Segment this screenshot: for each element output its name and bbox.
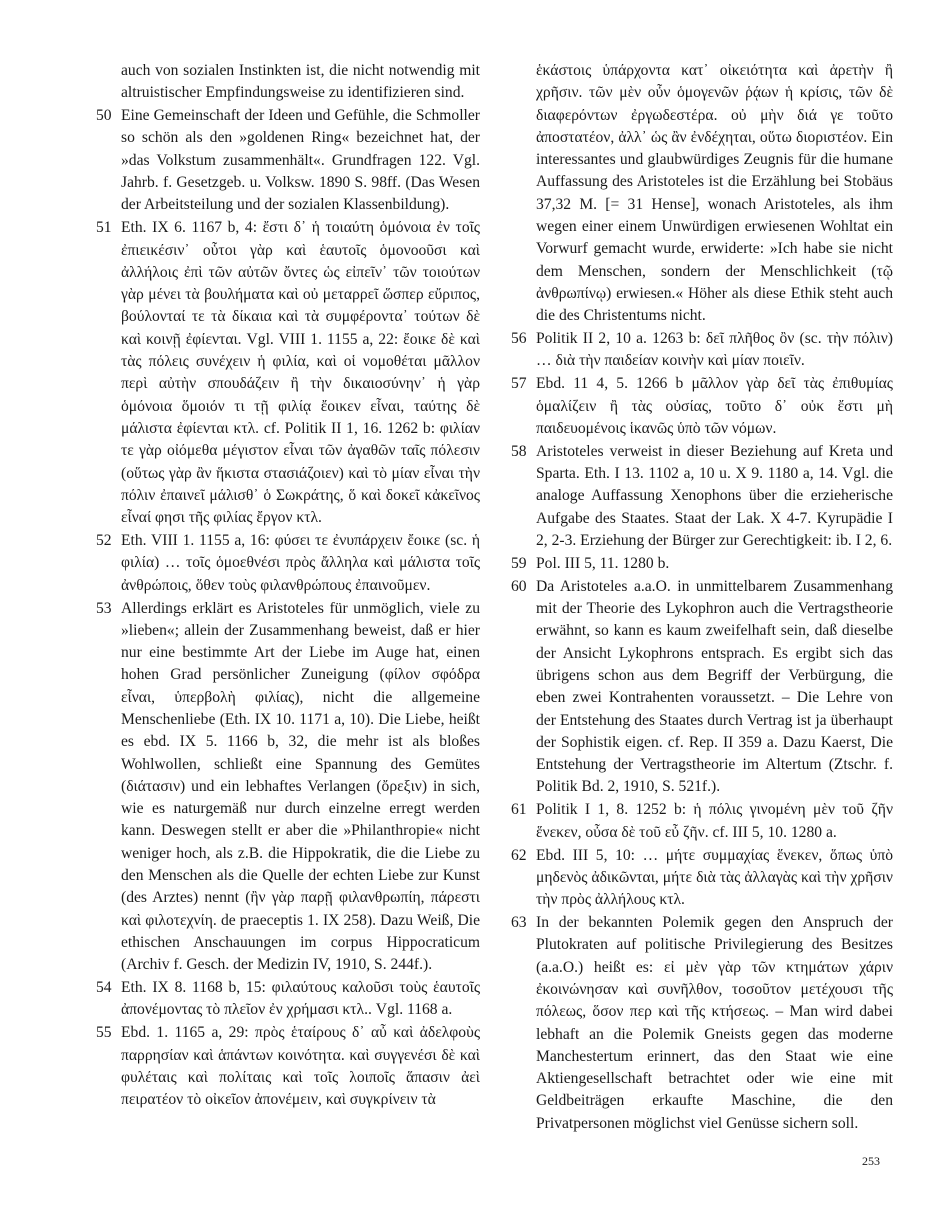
left-column [96, 60, 480, 1112]
footnote-text: Ebd. III 5, 10: … μήτε συμμαχίας ἕνεκεν, ὅπως ὑπὸ μηδενὸς ἀδικῶνται, μήτε διὰ τὰς ἀλλαγὰς καὶ τὴν χρῆσιν τὴν πρὸς ἀλλήλους κτλ. [536, 846, 893, 909]
footnote-continuation [511, 60, 893, 328]
footnote-text: In der bekannten Polemik gegen den Anspruch der Plutokraten auf politische Privilegierung des Besitzes (a.a.O.) heißt es: εἰ μὲν γὰρ τῶν κτημάτων χάριν ἐκοινώνησαν καὶ συνῆλθον, τοσοῦτον μετέχουσι τῆς πόλεως, ὅσον περ καὶ τῆς κτήσεως. – Man wird dabei lebhaft an die Polemik Gneists gegen das moderne Manchestertum erinnert, das den Staat wie eine Aktiengesellschaft betrachtet oder wie eine mit Geldbeiträgen erkaufte Maschine, die den Privatpersonen möglichst viel Genüsse sichern soll. [536, 914, 893, 1132]
footnote-62 [511, 845, 893, 912]
footnote-number: 63 [511, 914, 527, 932]
footnote-text: Eth. IX 8. 1168 b, 15: φιλαύτους καλοῦσι τοὺς ἑαυτοῖς ἀπονέμοντας τὸ πλεῖον ἐν χρήμασι κτλ.. Vgl. 1168 a. [121, 979, 480, 1019]
footnote-text: auch von sozialen Instinkten ist, die nicht notwendig mit altruistischer Empfindungsweise zu identifizieren sind. [121, 62, 480, 102]
footnote-number: 58 [511, 442, 527, 460]
footnote-text: Pol. III 5, 11. 1280 b. [536, 554, 670, 572]
footnote-61 [511, 799, 893, 844]
footnote-number: 61 [511, 801, 527, 819]
footnote-56 [511, 328, 893, 373]
footnote-53 [96, 598, 480, 977]
footnote-60 [511, 576, 893, 799]
footnote-number: 52 [96, 532, 112, 550]
footnote-text: Aristoteles verweist in dieser Beziehung auf Kreta und Sparta. Eth. I 13. 1102 a, 10 u. X 9. 1180 a, 14. Vgl. die analoge Auffassung Xenophons über die erzieherische Aufgabe des Staates. Staat der Lak. X 4-7. Kyrupädie I 2, 2-3. Erziehung der Bürger zur Gerechtigkeit: ib. I 2, 6. [536, 442, 893, 550]
footnote-text: Allerdings erklärt es Aristoteles für unmöglich, viele zu »lieben«; allein der Zusammenhang beweist, daß er hier nur eine bestimmte Art der Liebe im Auge hat, einen hohen Grad persönlicher Zuneigung (φίλον σφόδρα εἶναι, ὑπερβολὴ φιλίας), nicht die allgemeine Menschenliebe (Eth. IX 10. 1171 a, 10). Die Liebe, heißt es ebd. IX 5. 1166 b, 32, die mehr ist als bloßes Wohlwollen, schließt eine Spannung des Gemütes (διάτασιν) und ein lebhaftes Verlangen (ὄρεξιν) in sich, wie es naturgemäß nur durch einzelne erregt werden kann. Deswegen stellt er aber die »Philanthropie« nicht weniger hoch, als z.B. die Hippokratik, die die Liebe zu den Menschen als die Quelle der echten Liebe zur Kunst (des Arztes) nennt (ἢν γὰρ παρῇ φιλανθρωπίη, πάρεστι καὶ φιλοτεχνίη. de praeceptis 1. IX 258). Dazu Weiß, Die ethischen Anschauungen im corpus Hippocraticum (Archiv f. Gesch. der Medizin IV, 1910, S. 244f.). [121, 599, 480, 974]
footnote-50 [96, 105, 480, 216]
footnote-number: 60 [511, 577, 527, 595]
footnote-number: 59 [511, 554, 527, 572]
right-column [511, 60, 893, 1136]
footnote-number: 55 [96, 1024, 112, 1042]
footnote-text: Da Aristoteles a.a.O. in unmittelbarem Zusammenhang mit der Theorie des Lykophron auch die Vertragstheorie erwähnt, so kann es kaum zweifelhaft sein, daß dieselbe der Ansicht Lykophrons entsprach. Es ergibt sich das übrigens schon aus dem Begriff der Verbürgung, die eben zwei Kontrahenten voraussetzt. – Die Lehre von der Entstehung des Staates durch Vertrag ist ja überhaupt der Sophistik eigen. cf. Rep. II 359 a. Dazu Kaerst, Die Entstehung der Vertragstheorie im Altertum (Ztschr. f. Politik Bd. 2, 1910, S. 521f.). [536, 577, 893, 796]
footnote-text: Ebd. 11 4, 5. 1266 b μᾶλλον γὰρ δεῖ τὰς ἐπιθυμίας ὁμαλίζειν ἢ τὰς οὐσίας, τοῦτο δ᾽ οὐκ ἔστι μὴ παιδευομένοις ἱκανῶς ὑπὸ τῶν νόμων. [536, 375, 893, 437]
footnote-number: 57 [511, 375, 527, 393]
footnote-63 [511, 912, 893, 1135]
footnote-text: Ebd. 1. 1165 a, 29: πρὸς ἑταίρους δ᾽ αὖ καὶ ἀδελφοὺς παρρησίαν καὶ ἁπάντων κοινότητα. καὶ συγγενέσι δὲ καὶ φυλέταις καὶ πολίταις καὶ τοῖς λοιποῖς ἅπασιν ἀεὶ πειρατέον τὸ οἰκεῖον ἀπονέμειν, καὶ συγκρίνειν τὰ [121, 1024, 480, 1109]
footnote-number: 53 [96, 599, 112, 617]
footnote-number: 50 [96, 107, 112, 125]
footnote-text: Politik I 1, 8. 1252 b: ἡ πόλις γινομένη μὲν τοῦ ζῆν ἕνεκεν, οὖσα δὲ τοῦ εὖ ζῆν. cf. III 5, 10. 1280 a. [536, 801, 893, 841]
footnote-continuation [96, 60, 480, 105]
footnote-number: 56 [511, 330, 527, 348]
footnote-51 [96, 217, 480, 529]
footnote-55 [96, 1022, 480, 1111]
footnote-text: ἑκάστοις ὑπάρχοντα κατ᾽ οἰκειότητα καὶ ἀρετὴν ἢ χρῆσιν. τῶν μὲν οὖν ὁμογενῶν ῥᾴων ἡ κρίσις, τῶν δὲ διαφερόντων ἐργωδεστέρα. οὐ μὴν διά γε τοῦτο ἀποστατέον, ἀλλ᾽ ὡς ἂν ἐνδέχηται, οὕτω διοριστέον. Ein interessantes und glaubwürdiges Zeugnis für die humane Auffassung des Aristoteles ist die Erzählung bei Stobäus 37,32 M. [= 31 Hense], wonach Aristoteles, als ihm wegen einer einem Unwürdigen erwiesenen Wohltat ein Vorwurf gemacht wurde, erwiderte: »Ich habe sie nicht dem Menschen, sondern der Menschlichkeit (τῷ ἀνθρωπίνῳ) erwiesen.« Höher als diese Ethik steht auch die des Christentums nicht. [536, 62, 893, 325]
footnote-number: 54 [96, 979, 112, 997]
footnote-text: Eine Gemeinschaft der Ideen und Gefühle, die Schmoller so schön als den »goldenen Ring« bezeichnet hat, der »das Volkstum zusammenhält«. Grundfragen 122. Vgl. Jahrb. f. Gesetzgeb. u. Volksw. 1890 S. 98ff. (Das Wesen der Arbeitsteilung und der sozialen Klassenbildung). [121, 107, 480, 214]
footnote-59 [511, 553, 893, 575]
footnote-52 [96, 530, 480, 597]
footnote-text: Eth. VIII 1. 1155 a, 16: φύσει τε ἐνυπάρχειν ἔοικε (sc. ἡ φιλία) … τοῖς ὁμοεθνέσι πρὸς ἄλληλα καὶ μάλιστα τοῖς ἀνθρώποις, ὅθεν τοὺς φιλανθρώπους ἐπαινοῦμεν. [121, 532, 480, 594]
page-number: 253 [862, 1154, 880, 1168]
footnote-57 [511, 373, 893, 440]
footnote-text: Politik II 2, 10 a. 1263 b: δεῖ πλῆθος ὂν (sc. τὴν πόλιν) … διὰ τὴν παιδείαν κοινὴν καὶ μίαν ποιεῖν. [536, 330, 893, 370]
footnote-54 [96, 977, 480, 1022]
footnote-number: 62 [511, 846, 527, 864]
footnote-58 [511, 441, 893, 552]
footnote-text: Eth. IX 6. 1167 b, 4: ἔστι δ᾽ ἡ τοιαύτη ὁμόνοια ἐν τοῖς ἐπιεικέσιν᾽ οὗτοι γὰρ καὶ ἑαυτοῖς ὁμονοοῦσι καὶ ἀλλήλοις ἐπὶ τῶν αὐτῶν ὄντες ὡς εἰπεῖν᾽ τῶν τοιούτων γὰρ μένει τὰ βουλήματα καὶ οὐ μεταρρεῖ ὥσπερ εὔριπος, βούλονταί τε τὰ δίκαια καὶ τὰ συμφέροντα᾽ τούτων δὲ καὶ κοινῇ ἐφίενται. Vgl. VIII 1. 1155 a, 22: ἔοικε δὲ καὶ τὰς πόλεις συνέχειν ἡ φιλία, καὶ οἱ νομοθέται μᾶλλον περὶ αὐτὴν σπουδάζειν ἢ τὴν δικαιοσύνην᾽ ἡ γὰρ ὁμόνοια ὅμοιόν τι τῇ φιλίᾳ ἔοικεν εἶναι, ταύτης δὲ μάλιστα ἐφίενται κτλ. cf. Politik II 1, 16. 1262 b: φιλίαν τε γὰρ οἰόμεθα μέγιστον εἶναι τῶν ἀγαθῶν ταῖς πόλεσιν (οὕτως γὰρ ἂν ἥκιστα στασιάζοιεν) καὶ τὸ μίαν εἶναι τὴν πόλιν ἐπαινεῖ μάλισθ᾽ ὁ Σωκράτης, ὅ καὶ δοκεῖ κἀκεῖνος εἶναί φησι τῆς φιλίας ἔργον κτλ. [121, 219, 480, 527]
footnote-number: 51 [96, 219, 112, 237]
